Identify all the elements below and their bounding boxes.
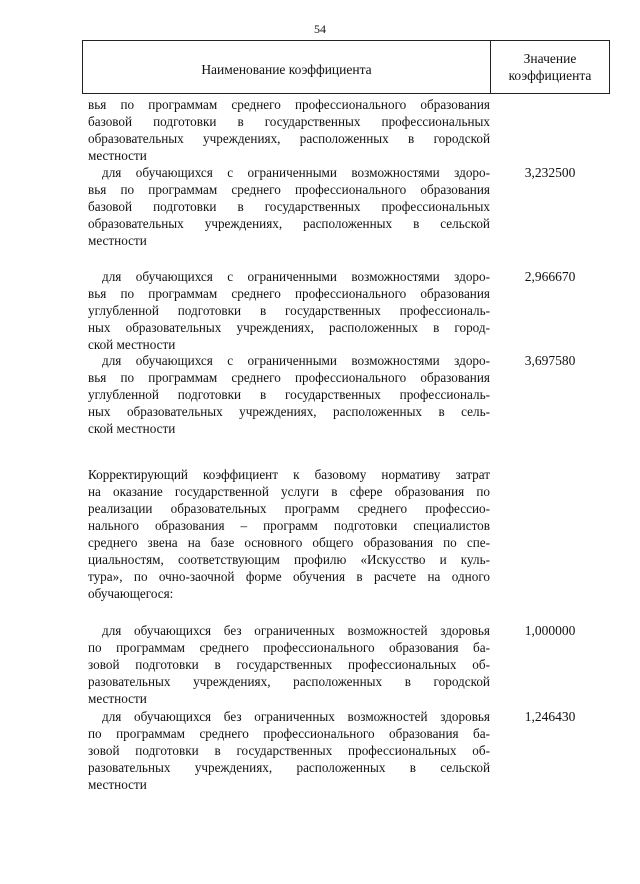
coefficient-value: 1,246430 — [524, 709, 576, 724]
column-header-name: Наименование коэффициента — [83, 41, 491, 93]
text-line: Корректирующий коэффициент к базовому нормативу затрат — [88, 467, 490, 482]
text-line: реализации образовательных программ среднего профессио- — [88, 501, 490, 516]
text-line: вья по программам среднего профессионального образования — [88, 97, 490, 112]
text-line: для обучающихся без ограниченных возможностей здоровья — [102, 709, 490, 724]
text-line: ных образовательных учреждениях, расположенных в сель- — [88, 404, 490, 419]
row-text-continuation — [88, 96, 490, 164]
text-line: вья по программам среднего профессионального образования — [88, 182, 490, 197]
text-line: местности — [88, 148, 147, 163]
text-line: базовой подготовки в государственных профессиональных — [88, 114, 490, 129]
text-line: циальностям, соответствующим профилю «Искусство и куль- — [88, 552, 490, 567]
text-line: базовой подготовки в государственных профессиональных — [88, 199, 490, 214]
text-line: зовой подготовки в государственных профессиональных об- — [88, 743, 490, 758]
text-line: нального образования – программ подготовки специалистов — [88, 518, 490, 533]
text-line: по программам среднего профессионального образования ба- — [88, 640, 490, 655]
text-line: на оказание государственной услуги в сфере образования по — [88, 484, 490, 499]
text-line: по программам среднего профессионального образования ба- — [88, 726, 490, 741]
text-line: местности — [88, 233, 147, 248]
text-line: ных образовательных учреждениях, расположенных в город- — [88, 320, 490, 335]
text-line: для обучающихся с ограниченными возможностями здоро- — [102, 269, 490, 284]
text-line: тура», по очно-заочной форме обучения в расчете на одного — [88, 569, 490, 584]
coefficient-value: 1,000000 — [524, 623, 576, 638]
text-line: для обучающихся с ограниченными возможностями здоро- — [102, 165, 490, 180]
text-line: ской местности — [88, 421, 176, 436]
coefficient-value: 2,966670 — [524, 269, 576, 284]
text-line: зовой подготовки в государственных профессиональных об- — [88, 657, 490, 672]
text-line: вья по программам среднего профессионального образования — [88, 370, 490, 385]
row-text — [88, 268, 490, 353]
column-header-value — [491, 41, 609, 93]
row-text — [88, 352, 490, 437]
row-text — [88, 622, 490, 707]
text-line: для обучающихся с ограниченными возможностями здоро- — [102, 353, 490, 368]
text-line: углубленной подготовки в государственных профессиональ- — [88, 303, 490, 318]
text-line: ской местности — [88, 337, 176, 352]
text-line: местности — [88, 777, 147, 792]
text-line: обучающегося: — [88, 586, 174, 601]
text-line: вья по программам среднего профессионального образования — [88, 286, 490, 301]
column-header-value-line1: Значение — [523, 51, 577, 66]
text-line: образовательных учреждениях, расположенных в городской — [88, 131, 490, 146]
row-heading-paragraph — [88, 466, 490, 602]
text-line: местности — [88, 691, 147, 706]
text-line: среднего звена на базе основного общего образования по спе- — [88, 535, 490, 550]
column-header-value-line2: коэффициента — [508, 68, 592, 83]
page-number: 54 — [314, 22, 326, 36]
text-line: образовательных учреждениях, расположенных в сельской — [88, 216, 490, 231]
text-line: для обучающихся без ограниченных возможностей здоровья — [102, 623, 490, 638]
table-header — [82, 40, 610, 94]
text-line: разовательных учреждениях, расположенных в сельской — [88, 760, 490, 775]
text-line: разовательных учреждениях, расположенных в городской — [88, 674, 490, 689]
coefficient-value: 3,232500 — [524, 165, 576, 180]
row-text — [88, 164, 490, 249]
coefficient-value: 3,697580 — [524, 353, 576, 368]
text-line: углубленной подготовки в государственных профессиональ- — [88, 387, 490, 402]
row-text — [88, 708, 490, 793]
